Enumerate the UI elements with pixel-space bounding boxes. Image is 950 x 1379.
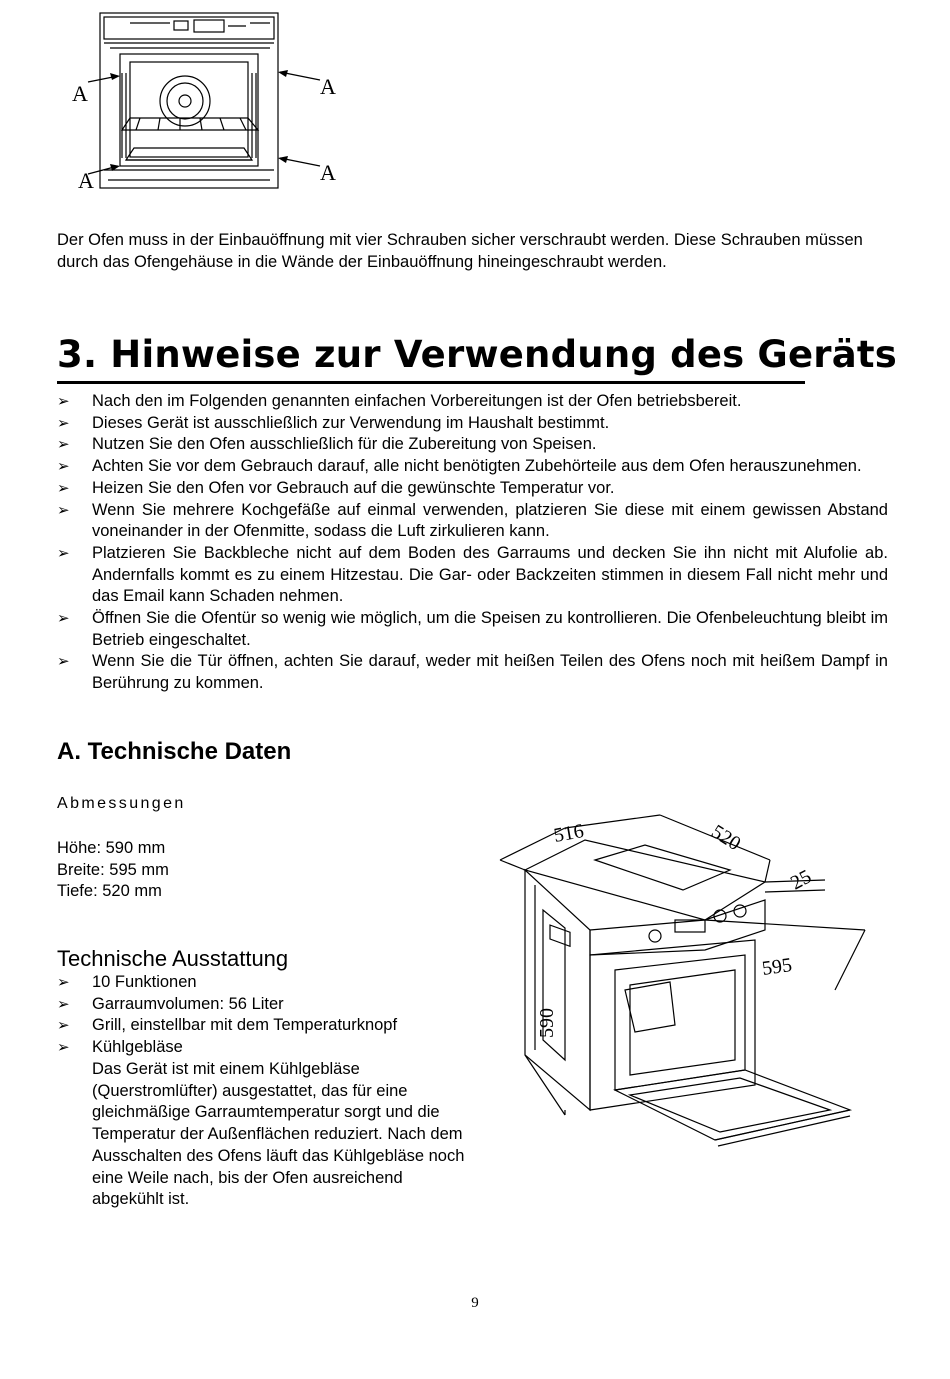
list-item: ➢ Garraumvolumen: 56 Liter bbox=[57, 994, 477, 1016]
equipment-title: Technische Ausstattung bbox=[57, 946, 289, 971]
dimension-label-width-595: 595 bbox=[760, 953, 794, 980]
dimension-label-depth-520: 520 bbox=[707, 820, 745, 856]
dimension-height: Höhe: 590 mm bbox=[57, 839, 166, 857]
arrow-bullet-icon: ➢ bbox=[57, 1038, 70, 1057]
oven-mounting-figure bbox=[70, 8, 350, 198]
dimension-width: Breite: 595 mm bbox=[57, 860, 169, 879]
page-number: 9 bbox=[471, 1295, 479, 1311]
arrow-bullet-icon: ➢ bbox=[57, 500, 70, 519]
screw-label-a: A bbox=[78, 168, 94, 193]
screw-label-a: A bbox=[72, 81, 88, 106]
arrow-bullet-icon: ➢ bbox=[57, 973, 70, 991]
screw-label-a: A bbox=[320, 160, 336, 185]
section-3-heading: 3. Hinweise zur Verwendung des Geräts bbox=[57, 333, 898, 376]
dimensions-list bbox=[57, 838, 169, 903]
dimension-label-height-590: 590 bbox=[536, 1008, 558, 1038]
screw-label-a: A bbox=[320, 74, 336, 99]
list-item: ➢ Nutzen Sie den Ofen ausschließlich für die Zubereitung von Speisen. bbox=[57, 434, 888, 456]
cooling-fan-description: Das Gerät ist mit einem Kühlgebläse (Querstromlüfter) ausgestattet, das für eine gleichmäßige Garraumtemperatur sorgt und die Temperatur der Außenflächen reduziert. Nach dem Ausschalten des Ofens läuft das Kühlgebläse noch eine Weile nach, bis der Ofen ausreichend abgekühlt ist. bbox=[92, 1060, 465, 1209]
list-item: ➢ Öffnen Sie die Ofentür so wenig wie möglich, um die Speisen zu kontrollieren. Die Ofenbeleuchtung bleibt im Betrieb eingeschaltet. bbox=[57, 609, 888, 649]
list-item: ➢ Platzieren Sie Backbleche nicht auf dem Boden des Garraums und decken Sie ihn nicht mit Alufolie ab. Andernfalls kommt es zu einem Hitzestau. Die Gar- oder Backzeiten stimmen in diesem Fall nicht mehr und das Email kann Schaden nehmen. bbox=[57, 543, 888, 606]
dimension-label-depth-516: 516 bbox=[552, 820, 586, 847]
dimension-label-25: 25 bbox=[787, 865, 816, 895]
equipment-list bbox=[57, 972, 477, 1059]
dimensions-title: Abmessungen bbox=[57, 795, 186, 812]
oven-dimensions-figure bbox=[495, 810, 875, 1150]
list-item: ➢ 10 Funktionen bbox=[57, 972, 477, 994]
usage-notes-list bbox=[57, 391, 888, 695]
list-item: ➢ Kühlgebläse bbox=[57, 1037, 477, 1059]
arrow-bullet-icon: ➢ bbox=[57, 1016, 70, 1035]
list-item: ➢ Dieses Gerät ist ausschließlich zur Verwendung im Haushalt bestimmt. bbox=[57, 413, 888, 435]
dimension-depth: Tiefe: 520 mm bbox=[57, 882, 162, 901]
section-a-heading: A. Technische Daten bbox=[57, 738, 292, 765]
arrow-bullet-icon: ➢ bbox=[57, 392, 70, 410]
arrow-bullet-icon: ➢ bbox=[57, 478, 70, 497]
list-item: ➢ Achten Sie vor dem Gebrauch darauf, alle nicht benötigten Zubehörteile aus dem Ofen herauszunehmen. bbox=[57, 456, 888, 478]
list-item: ➢ Heizen Sie den Ofen vor Gebrauch auf die gewünschte Temperatur vor. bbox=[57, 478, 888, 500]
arrow-bullet-icon: ➢ bbox=[57, 457, 70, 476]
arrow-bullet-icon: ➢ bbox=[57, 994, 70, 1013]
mounting-instruction-paragraph: Der Ofen muss in der Einbauöffnung mit vier Schrauben sicher verschraubt werden. Diese Schrauben müssen durch das Ofengehäuse in die Wände der Einbauöffnung hineingeschraubt werden. bbox=[57, 231, 863, 271]
arrow-bullet-icon: ➢ bbox=[57, 543, 70, 562]
list-item: ➢ Wenn Sie die Tür öffnen, achten Sie darauf, weder mit heißen Teilen des Ofens noch mit heißem Dampf in Berührung zu kommen. bbox=[57, 652, 888, 693]
arrow-bullet-icon: ➢ bbox=[57, 413, 70, 432]
arrow-bullet-icon: ➢ bbox=[57, 435, 70, 454]
arrow-bullet-icon: ➢ bbox=[57, 609, 70, 628]
arrow-bullet-icon: ➢ bbox=[57, 652, 70, 671]
list-item: ➢ Wenn Sie mehrere Kochgefäße auf einmal verwenden, platzieren Sie diese mit einem gewissen Abstand voneinander in der Ofenmitte, sodass die Luft zirkulieren kann. bbox=[57, 500, 888, 541]
heading-underline bbox=[57, 381, 805, 384]
list-item: ➢ Grill, einstellbar mit dem Temperaturknopf bbox=[57, 1015, 477, 1037]
list-item: ➢ Nach den im Folgenden genannten einfachen Vorbereitungen ist der Ofen betriebsbereit. bbox=[57, 391, 888, 413]
